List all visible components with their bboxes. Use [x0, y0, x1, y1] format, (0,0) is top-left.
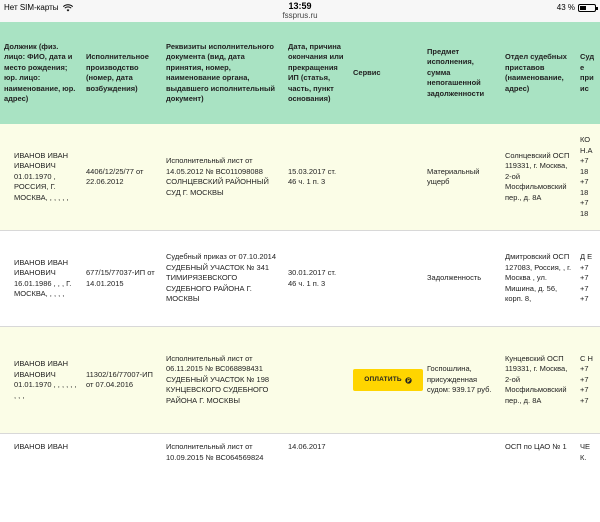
department-cell: ОСП по ЦАО № 1	[501, 434, 576, 522]
header-bailiff: Суде при ис	[576, 22, 600, 124]
status-right	[557, 3, 596, 12]
bailiff-cell: С Н +7 +7 +7 +7	[576, 327, 600, 434]
document-cell: Исполнительный лист от 06.11.2015 № ВС068898431 СУДЕБНЫЙ УЧАСТОК № 198 КУНЦЕВСКОГО СУДЕБНОГО РАЙОНА Г. МОСКВЫ	[162, 327, 284, 434]
service-cell	[349, 434, 423, 522]
end-cell: 15.03.2017 ст. 46 ч. 1 п. 3	[284, 124, 349, 231]
department-cell: Солнцевский ОСП 119331, г. Москва, 2-ой Мосфильмовский пер., д. 8А	[501, 124, 576, 231]
end-cell: 30.01.2017 ст. 46 ч. 1 п. 3	[284, 231, 349, 327]
department-cell: Кунцевский ОСП 119331, г. Москва, 2-ой Мосфильмовский пер., д. 8А	[501, 327, 576, 434]
battery-icon	[578, 4, 596, 12]
table-header-row	[0, 22, 600, 124]
bailiff-cell: ЧЕ К.	[576, 434, 600, 522]
end-cell	[284, 327, 349, 434]
service-cell	[349, 327, 423, 434]
status-center	[0, 1, 600, 21]
table-row	[0, 231, 600, 327]
pay-button-label: ОПЛАТИТЬ	[364, 375, 402, 386]
table-row	[0, 327, 600, 434]
status-bar	[0, 0, 600, 22]
pay-button[interactable]	[353, 369, 423, 391]
header-subject: Предмет исполнения, сумма непогашенной задолженности	[423, 22, 501, 124]
table-row	[0, 434, 600, 522]
carrier-label: Нет SIM-карты	[4, 3, 59, 12]
department-cell: Дмитровский ОСП 127083, Россия, , г. Москва , ул. Мишина, д. 56, корп. 8,	[501, 231, 576, 327]
proceeding-cell: 677/15/77037-ИП от 14.01.2015	[82, 231, 162, 327]
subject-cell: Госпошлина, присужденная судом: 939.17 руб.	[423, 327, 501, 434]
clock: 13:59	[0, 1, 600, 11]
debtor-cell: ИВАНОВ ИВАН ИВАНОВИЧ 16.01.1986 , , , Г. МОСКВА, , , , ,	[0, 231, 82, 327]
battery-percent: 43 %	[557, 3, 575, 12]
service-cell	[349, 231, 423, 327]
document-cell: Исполнительный лист от 14.05.2012 № ВС011098088 СОЛНЦЕВСКИЙ РАЙОННЫЙ СУД Г. МОСКВЫ	[162, 124, 284, 231]
debtor-cell: ИВАНОВ ИВАН ИВАНОВИЧ 01.01.1970 , , , , , , , , ,	[0, 327, 82, 434]
debtor-cell: ИВАНОВ ИВАН ИВАНОВИЧ 01.01.1970 , РОССИЯ, Г. МОСКВА, , , , , ,	[0, 124, 82, 231]
battery-fill	[580, 6, 586, 10]
header-department: Отдел судебных приставов (наименование, адрес)	[501, 22, 576, 124]
end-cell: 14.06.2017	[284, 434, 349, 522]
header-debtor: Должник (физ. лицо: ФИО, дата и место рождения; юр. лицо: наименование, юр. адрес)	[0, 22, 82, 124]
proceedings-table	[0, 22, 600, 522]
proceeding-cell	[82, 434, 162, 522]
table-row	[0, 124, 600, 231]
document-cell: Судебный приказ от 07.10.2014 СУДЕБНЫЙ УЧАСТОК № 341 ТИМИРЯЗЕВСКОГО СУДЕБНОГО РАЙОНА Г. МОСКВЫ	[162, 231, 284, 327]
proceeding-cell: 4406/12/25/77 от 22.06.2012	[82, 124, 162, 231]
subject-cell: Материальный ущерб	[423, 124, 501, 231]
address-bar-url[interactable]: fssprus.ru	[0, 11, 600, 21]
bailiff-cell: Д Е +7 +7 +7 +7	[576, 231, 600, 327]
header-end-date: Дата, причина окончания или прекращения ИП (статья, часть, пункт основания)	[284, 22, 349, 124]
document-cell: Исполнительный лист от 10.09.2015 № ВС064569824	[162, 434, 284, 522]
debtor-cell: ИВАНОВ ИВАН	[0, 434, 82, 522]
subject-cell	[423, 434, 501, 522]
header-proceeding: Исполнительное производство (номер, дата возбуждения)	[82, 22, 162, 124]
service-cell	[349, 124, 423, 231]
subject-cell: Задолженность	[423, 231, 501, 327]
header-service: Сервис	[349, 22, 423, 124]
results-page	[0, 22, 600, 450]
proceeding-cell: 11302/16/77007-ИП от 07.04.2016	[82, 327, 162, 434]
header-document: Реквизиты исполнительного документа (вид, дата принятия, номер, наименование органа, выдавшего исполнительный документ)	[162, 22, 284, 124]
ruble-icon	[405, 377, 412, 384]
bailiff-cell: КО Н.А +7 18 +7 18 +7 18	[576, 124, 600, 231]
